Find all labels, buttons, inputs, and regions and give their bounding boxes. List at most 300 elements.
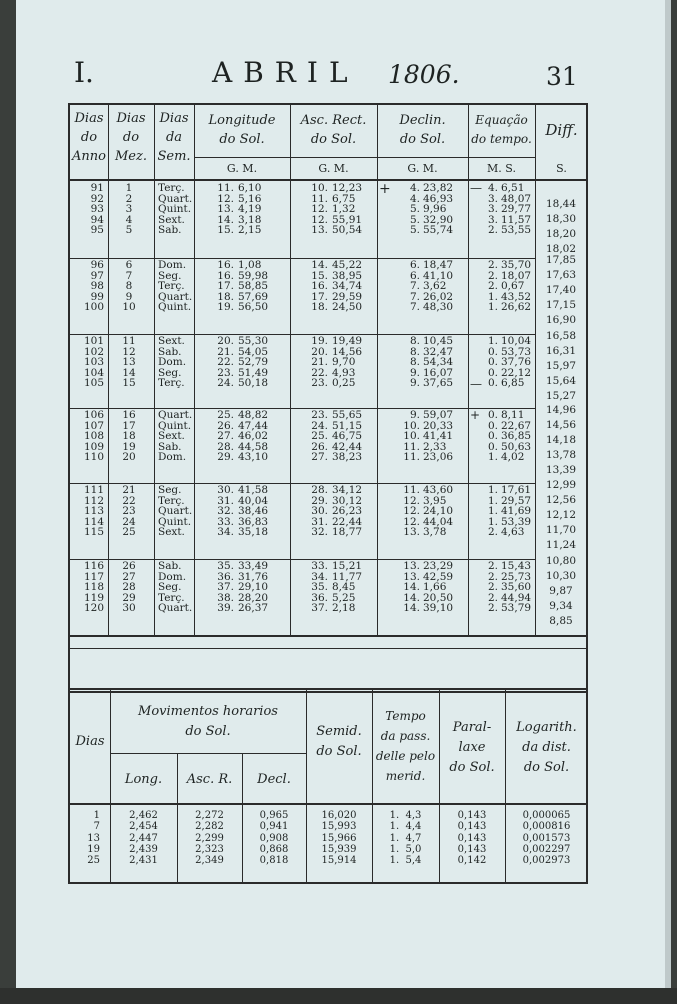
col-decl-g bbox=[390, 561, 420, 614]
table-cell: 3,62 bbox=[423, 280, 447, 292]
table-cell: 20. bbox=[311, 345, 328, 358]
table-cell: 97 bbox=[90, 269, 104, 282]
table-cell: 24. bbox=[311, 419, 328, 432]
col-decl-m bbox=[423, 183, 465, 236]
table-cell: 15,21 bbox=[332, 560, 363, 572]
col-equ-s bbox=[501, 485, 535, 538]
page bbox=[16, 0, 671, 1004]
row-divider bbox=[70, 408, 535, 409]
col-mez bbox=[108, 485, 150, 538]
page-number: 31 bbox=[546, 62, 578, 91]
table-cell: 0,143 bbox=[457, 810, 487, 821]
table-cell: 115 bbox=[83, 526, 104, 538]
table-cell: 26,02 bbox=[423, 290, 454, 303]
diff-value: 12,12 bbox=[545, 509, 577, 521]
table-cell: 20 bbox=[122, 451, 136, 463]
table-cell: 18,47 bbox=[423, 259, 454, 271]
col-anno bbox=[70, 485, 104, 538]
col-equ-s bbox=[501, 336, 535, 389]
col-long-m bbox=[238, 561, 284, 614]
table-cell: Quint. bbox=[158, 515, 192, 528]
table-cell: 35,70 bbox=[501, 259, 532, 271]
table-cell: 0,000065 bbox=[522, 810, 571, 821]
table-cell: 44,04 bbox=[423, 515, 454, 528]
table-cell: 0. bbox=[487, 366, 498, 379]
table-cell: 17. bbox=[217, 280, 234, 292]
table-cell: 19 bbox=[122, 440, 136, 453]
col-equ-s bbox=[501, 410, 535, 463]
table-cell: 42,59 bbox=[423, 570, 454, 583]
diff-value: 16,90 bbox=[545, 314, 577, 326]
table-cell: Seg. bbox=[158, 581, 182, 593]
table-cell: 29,77 bbox=[501, 203, 532, 215]
table-cell: 18. bbox=[311, 301, 328, 313]
table-cell: 18. bbox=[217, 290, 234, 303]
header-declin: Declin. do Sol. bbox=[399, 113, 446, 147]
table-cell: 2,272 bbox=[195, 810, 224, 821]
table-cell: 15,43 bbox=[501, 560, 532, 572]
table-cell: 37,76 bbox=[501, 356, 532, 368]
table-cell: 11. bbox=[311, 192, 328, 205]
table-cell: 4,93 bbox=[332, 366, 356, 379]
table-cell: Terç. bbox=[158, 377, 185, 389]
table-cell: 12,23 bbox=[332, 182, 363, 194]
diff-value: 15,64 bbox=[545, 375, 577, 387]
table-cell: 93 bbox=[90, 203, 104, 215]
table-cell: 22,12 bbox=[501, 366, 532, 379]
diff-value: 14,56 bbox=[545, 419, 577, 431]
table-cell: 33. bbox=[311, 560, 328, 572]
table-cell: 0,002297 bbox=[522, 843, 571, 855]
table-cell: 0. bbox=[487, 345, 498, 358]
col-asc-m bbox=[332, 260, 374, 313]
table-cell: 3,18 bbox=[238, 213, 262, 226]
col-asc-m bbox=[332, 336, 374, 389]
row-divider bbox=[70, 648, 588, 649]
decl-sign: + bbox=[379, 181, 391, 197]
table-cell: 53,55 bbox=[501, 224, 532, 236]
table-cell: 109 bbox=[83, 440, 104, 453]
col-long bbox=[110, 810, 177, 866]
header-asc-rect: Asc. Rect. do Sol. bbox=[300, 113, 367, 147]
table-cell: Sab. bbox=[158, 224, 182, 236]
table-cell: 113 bbox=[83, 505, 104, 517]
unit-asc: G. M. bbox=[318, 162, 349, 175]
table-cell: 17 bbox=[122, 419, 136, 432]
table-cell: 24. bbox=[217, 377, 234, 389]
col-equ-s bbox=[501, 260, 535, 313]
header-decl: Decl. bbox=[257, 772, 291, 787]
table-cell: 18,07 bbox=[501, 269, 532, 282]
table-cell: 0. bbox=[487, 356, 498, 368]
table-cell: 21. bbox=[217, 345, 234, 358]
table-cell: 10. bbox=[311, 182, 328, 194]
diff-value: 11,70 bbox=[545, 524, 577, 536]
table-cell: 100 bbox=[83, 301, 104, 313]
diff-value: 13,39 bbox=[545, 464, 577, 476]
table-cell: 1. bbox=[487, 301, 498, 313]
table-cell: 1. bbox=[487, 451, 498, 463]
table-cell: 17. bbox=[311, 290, 328, 303]
table-cell: 6 bbox=[125, 259, 133, 271]
table-cell: Quart. bbox=[158, 192, 193, 205]
table-cell: 35. bbox=[217, 560, 234, 572]
table-cell: 4,19 bbox=[238, 203, 262, 215]
table-cell: 1. 5,0 bbox=[389, 843, 422, 855]
table-cell: 3,95 bbox=[423, 494, 447, 507]
col-long-g bbox=[194, 183, 234, 236]
diff-value: 18,44 bbox=[545, 198, 577, 210]
col-anno bbox=[70, 336, 104, 389]
table-cell: 33. bbox=[217, 515, 234, 528]
table-cell: 2. bbox=[487, 591, 498, 604]
table-cell: 56,50 bbox=[238, 301, 269, 313]
col-asc-m bbox=[332, 485, 374, 538]
col-equ-m bbox=[480, 183, 498, 236]
table-cell: 0,143 bbox=[457, 821, 487, 833]
table-cell: 12 bbox=[122, 345, 136, 358]
motions-table bbox=[68, 688, 588, 884]
table-cell: 19 bbox=[87, 843, 100, 855]
table-cell: 2. bbox=[487, 526, 498, 538]
col-sem bbox=[158, 561, 194, 614]
col-long-g bbox=[194, 260, 234, 313]
table-cell: 54,05 bbox=[238, 345, 269, 358]
table-cell: 118 bbox=[83, 581, 104, 593]
col-tempo bbox=[372, 810, 439, 866]
table-cell: 9 bbox=[125, 290, 133, 303]
col-decl-m bbox=[423, 260, 465, 313]
col-long-m bbox=[238, 410, 284, 463]
table-cell: 55,65 bbox=[332, 409, 363, 421]
table-cell: 4,63 bbox=[501, 526, 525, 538]
scan-border bbox=[0, 988, 677, 1004]
table-cell: 99 bbox=[90, 290, 104, 303]
table-cell: 0,25 bbox=[332, 377, 356, 389]
table-cell: 2,439 bbox=[129, 843, 158, 855]
diff-value: 13,78 bbox=[545, 449, 577, 461]
table-cell: 13. bbox=[403, 560, 420, 572]
table-cell: 1. bbox=[487, 484, 498, 496]
table-cell: 22. bbox=[311, 366, 328, 379]
col-sem bbox=[158, 410, 194, 463]
table-cell: 0,001573 bbox=[522, 832, 571, 844]
table-cell: Sab. bbox=[158, 560, 182, 572]
table-cell: 6,10 bbox=[238, 182, 262, 194]
unit-decl: G. M. bbox=[407, 162, 438, 175]
table-cell: 2,462 bbox=[129, 810, 158, 821]
diff-value: 8,85 bbox=[549, 615, 573, 627]
table-cell: 8. bbox=[409, 356, 420, 368]
header-asc: Asc. R. bbox=[186, 772, 233, 787]
table-cell: 13. bbox=[311, 224, 328, 236]
diff-value: 11,24 bbox=[545, 539, 577, 551]
unit-long: G. M. bbox=[226, 162, 258, 175]
diff-value: 18,30 bbox=[545, 213, 577, 225]
table-cell: 104 bbox=[83, 366, 104, 379]
table-cell: 25. bbox=[311, 430, 328, 442]
table-cell: 4 bbox=[125, 213, 133, 226]
table-cell: Dom. bbox=[158, 570, 187, 583]
page-edge bbox=[665, 0, 671, 1004]
table-cell: 25 bbox=[87, 855, 100, 867]
table-cell: 59,07 bbox=[423, 409, 454, 421]
table-cell: 55,30 bbox=[238, 335, 269, 347]
diff-column bbox=[535, 105, 587, 635]
header-logarith: Logarith. da dist. do Sol. bbox=[516, 720, 577, 775]
table-cell: 11. bbox=[403, 484, 420, 496]
col-decl-g bbox=[390, 336, 420, 389]
table-cell: 45,22 bbox=[332, 259, 363, 271]
table-cell: 12. bbox=[217, 192, 234, 205]
header-dias-sem: Dias da Sem. bbox=[157, 111, 191, 164]
table-cell: 13. bbox=[403, 526, 420, 538]
table-cell: Terç. bbox=[158, 494, 185, 507]
unit-diff: S. bbox=[556, 162, 567, 175]
col-equ-s bbox=[501, 561, 535, 614]
table-cell: 4. bbox=[409, 192, 420, 205]
col-equ-m bbox=[480, 410, 498, 463]
table-cell: 20,50 bbox=[423, 591, 454, 604]
table-cell: 120 bbox=[83, 602, 104, 614]
table-cell: 15. bbox=[217, 224, 234, 236]
unit-equ: M. S. bbox=[487, 162, 516, 175]
col-anno bbox=[70, 260, 104, 313]
month-title: ABRIL bbox=[212, 56, 359, 89]
table-cell: 17,61 bbox=[501, 484, 532, 496]
table-cell: 6. bbox=[409, 269, 420, 282]
header-diff: Diff. bbox=[545, 121, 578, 139]
col-asc-g bbox=[290, 410, 328, 463]
table-cell: 2,431 bbox=[129, 855, 158, 867]
col-dias bbox=[70, 810, 100, 866]
table-cell: 0. bbox=[487, 440, 498, 453]
table-cell: 2. bbox=[487, 269, 498, 282]
table-cell: 9,96 bbox=[423, 203, 447, 215]
table-cell: 2,282 bbox=[195, 821, 224, 833]
table-cell: 19. bbox=[311, 335, 328, 347]
table-cell: 50,18 bbox=[238, 377, 269, 389]
table-cell: 27 bbox=[122, 570, 136, 583]
table-cell: 119 bbox=[83, 591, 104, 604]
table-cell: 6,75 bbox=[332, 192, 356, 205]
table-cell: 7. bbox=[409, 301, 420, 313]
col-mez bbox=[108, 183, 150, 236]
table-cell: 24,10 bbox=[423, 505, 454, 517]
table-cell: 2,349 bbox=[195, 855, 224, 867]
table-cell: 41,69 bbox=[501, 505, 532, 517]
table-cell: 29,57 bbox=[501, 494, 532, 507]
table-cell: 23. bbox=[217, 366, 234, 379]
table-cell: 28,20 bbox=[238, 591, 269, 604]
year: 1806. bbox=[388, 60, 460, 89]
table-cell: 106 bbox=[83, 409, 104, 421]
col-decl-m bbox=[423, 485, 465, 538]
equ-sign: — bbox=[470, 181, 482, 195]
table-cell: 14. bbox=[403, 591, 420, 604]
table-cell: 9. bbox=[409, 366, 420, 379]
col-sem bbox=[158, 485, 194, 538]
table-cell: 30. bbox=[217, 484, 234, 496]
table-cell: 11 bbox=[122, 335, 136, 347]
table-cell: 8 bbox=[125, 280, 133, 292]
col-asc-g bbox=[290, 260, 328, 313]
table-cell: 2,33 bbox=[423, 440, 447, 453]
table-cell: 5. bbox=[409, 203, 420, 215]
col-asc-g bbox=[290, 561, 328, 614]
table-cell: 43,10 bbox=[238, 451, 269, 463]
table-cell: 10,45 bbox=[423, 335, 454, 347]
table-cell: 41,41 bbox=[423, 430, 454, 442]
table-cell: 15,914 bbox=[321, 855, 357, 867]
table-cell: 92 bbox=[90, 192, 104, 205]
table-cell: 26,62 bbox=[501, 301, 532, 313]
table-cell: 54,34 bbox=[423, 356, 454, 368]
header-long: Long. bbox=[124, 772, 163, 787]
table-cell: Sext. bbox=[158, 430, 185, 442]
table-cell: 0,908 bbox=[259, 832, 289, 844]
table-cell: 10. bbox=[403, 430, 420, 442]
part-number: I. bbox=[74, 56, 94, 89]
table-cell: 1,66 bbox=[423, 581, 447, 593]
table-cell: 36. bbox=[311, 591, 328, 604]
row-divider bbox=[70, 559, 535, 560]
table-cell: 57,69 bbox=[238, 290, 269, 303]
header-movimentos: Movimentos horarios do Sol. bbox=[138, 704, 278, 739]
table-cell: Sext. bbox=[158, 335, 185, 347]
table-cell: 8,45 bbox=[332, 581, 356, 593]
table-cell: 46,75 bbox=[332, 430, 363, 442]
table-cell: Terç. bbox=[158, 591, 185, 604]
table-cell: 20,33 bbox=[423, 419, 454, 432]
table-cell: 2,15 bbox=[238, 224, 262, 236]
table-cell: 34,74 bbox=[332, 280, 363, 292]
header-dias-mez: Dias do Mez. bbox=[115, 111, 147, 164]
table-cell: 5. bbox=[409, 224, 420, 236]
table-cell: 15. bbox=[311, 269, 328, 282]
diff-value: 14,18 bbox=[545, 434, 577, 446]
col-sem bbox=[158, 183, 194, 236]
table-cell: 2. bbox=[487, 224, 498, 236]
table-cell: 101 bbox=[83, 335, 104, 347]
table-cell: 47,44 bbox=[238, 419, 269, 432]
table-cell: 1. bbox=[487, 494, 498, 507]
table-cell: 5,25 bbox=[332, 591, 356, 604]
table-cell: 32. bbox=[311, 526, 328, 538]
diff-value: 15,27 bbox=[545, 390, 577, 402]
table-cell: 51,49 bbox=[238, 366, 269, 379]
table-cell: 46,02 bbox=[238, 430, 269, 442]
table-cell: 0. bbox=[487, 430, 498, 442]
table-cell: Quart. bbox=[158, 505, 193, 517]
table-cell: 110 bbox=[83, 451, 104, 463]
table-cell: 11. bbox=[217, 182, 234, 194]
col-asc bbox=[177, 810, 242, 866]
table-cell: 13 bbox=[87, 832, 100, 844]
table-cell: 32,47 bbox=[423, 345, 454, 358]
diff-value: 17,63 bbox=[545, 269, 577, 281]
table-cell: 27. bbox=[217, 430, 234, 442]
table-cell: 0,818 bbox=[259, 855, 289, 867]
col-paralaxe bbox=[439, 810, 505, 866]
diff-value: 18,20 bbox=[545, 228, 577, 240]
table-cell: 94 bbox=[90, 213, 104, 226]
table-cell: 116 bbox=[83, 560, 104, 572]
table-cell: 2,323 bbox=[195, 843, 224, 855]
table-cell: Quart. bbox=[158, 409, 193, 421]
table-cell: 19. bbox=[217, 301, 234, 313]
col-anno bbox=[70, 410, 104, 463]
table-cell: 12. bbox=[403, 505, 420, 517]
table-cell: 34,12 bbox=[332, 484, 363, 496]
table-cell: 58,85 bbox=[238, 280, 269, 292]
table-cell: Seg. bbox=[158, 269, 182, 282]
col-decl-g bbox=[390, 410, 420, 463]
diff-value: 12,99 bbox=[545, 479, 577, 491]
table-cell: 16,020 bbox=[321, 810, 357, 821]
table-cell: 32. bbox=[217, 505, 234, 517]
table-cell: 59,98 bbox=[238, 269, 269, 282]
col-anno bbox=[70, 183, 104, 236]
table-cell: 14. bbox=[217, 213, 234, 226]
table-cell: 0,941 bbox=[259, 821, 289, 833]
table-cell: 16. bbox=[217, 259, 234, 271]
table-cell: 26. bbox=[217, 419, 234, 432]
table-cell: 39,10 bbox=[423, 602, 454, 614]
table-cell: 2,18 bbox=[332, 602, 356, 614]
table-cell: Sext. bbox=[158, 213, 185, 226]
table-cell: 40,04 bbox=[238, 494, 269, 507]
equ-sign: — bbox=[470, 377, 482, 391]
table-cell: 25 bbox=[122, 526, 136, 538]
diff-value: 15,97 bbox=[545, 360, 577, 372]
table-cell: 0,000816 bbox=[522, 821, 571, 833]
table-cell: 5 bbox=[125, 224, 133, 236]
table-cell: 13. bbox=[217, 203, 234, 215]
table-cell: 14. bbox=[403, 581, 420, 593]
table-cell: 19,49 bbox=[332, 335, 363, 347]
table-cell: 48,30 bbox=[423, 301, 454, 313]
table-cell: 28. bbox=[311, 484, 328, 496]
diff-value: 10,80 bbox=[545, 555, 577, 567]
table-cell: 50,63 bbox=[501, 440, 532, 453]
table-cell: 37. bbox=[311, 602, 328, 614]
table-cell: 1. bbox=[487, 505, 498, 517]
table-cell: 31. bbox=[217, 494, 234, 507]
table-cell: 37,65 bbox=[423, 377, 454, 389]
table-cell: 31,76 bbox=[238, 570, 269, 583]
col-long-m bbox=[238, 336, 284, 389]
table-cell: 1. 5,4 bbox=[389, 855, 422, 867]
table-cell: 111 bbox=[83, 484, 104, 496]
table-cell: 98 bbox=[90, 280, 104, 292]
table-cell: 22,44 bbox=[332, 515, 363, 528]
col-long-g bbox=[194, 410, 234, 463]
col-equ-m bbox=[480, 485, 498, 538]
col-long-m bbox=[238, 183, 284, 236]
table-cell: 7 bbox=[125, 269, 133, 282]
table-cell: 11. bbox=[403, 451, 420, 463]
table-cell: 1. 4,7 bbox=[389, 832, 422, 844]
table-cell: Terç. bbox=[158, 280, 185, 292]
table-cell: 0,142 bbox=[457, 855, 487, 867]
table-cell: 18,77 bbox=[332, 526, 363, 538]
col-long-g bbox=[194, 336, 234, 389]
table-cell: 2,447 bbox=[129, 832, 158, 844]
table-cell: 23. bbox=[311, 377, 328, 389]
table-cell: 26,23 bbox=[332, 505, 363, 517]
table-cell: 0. bbox=[487, 409, 498, 421]
